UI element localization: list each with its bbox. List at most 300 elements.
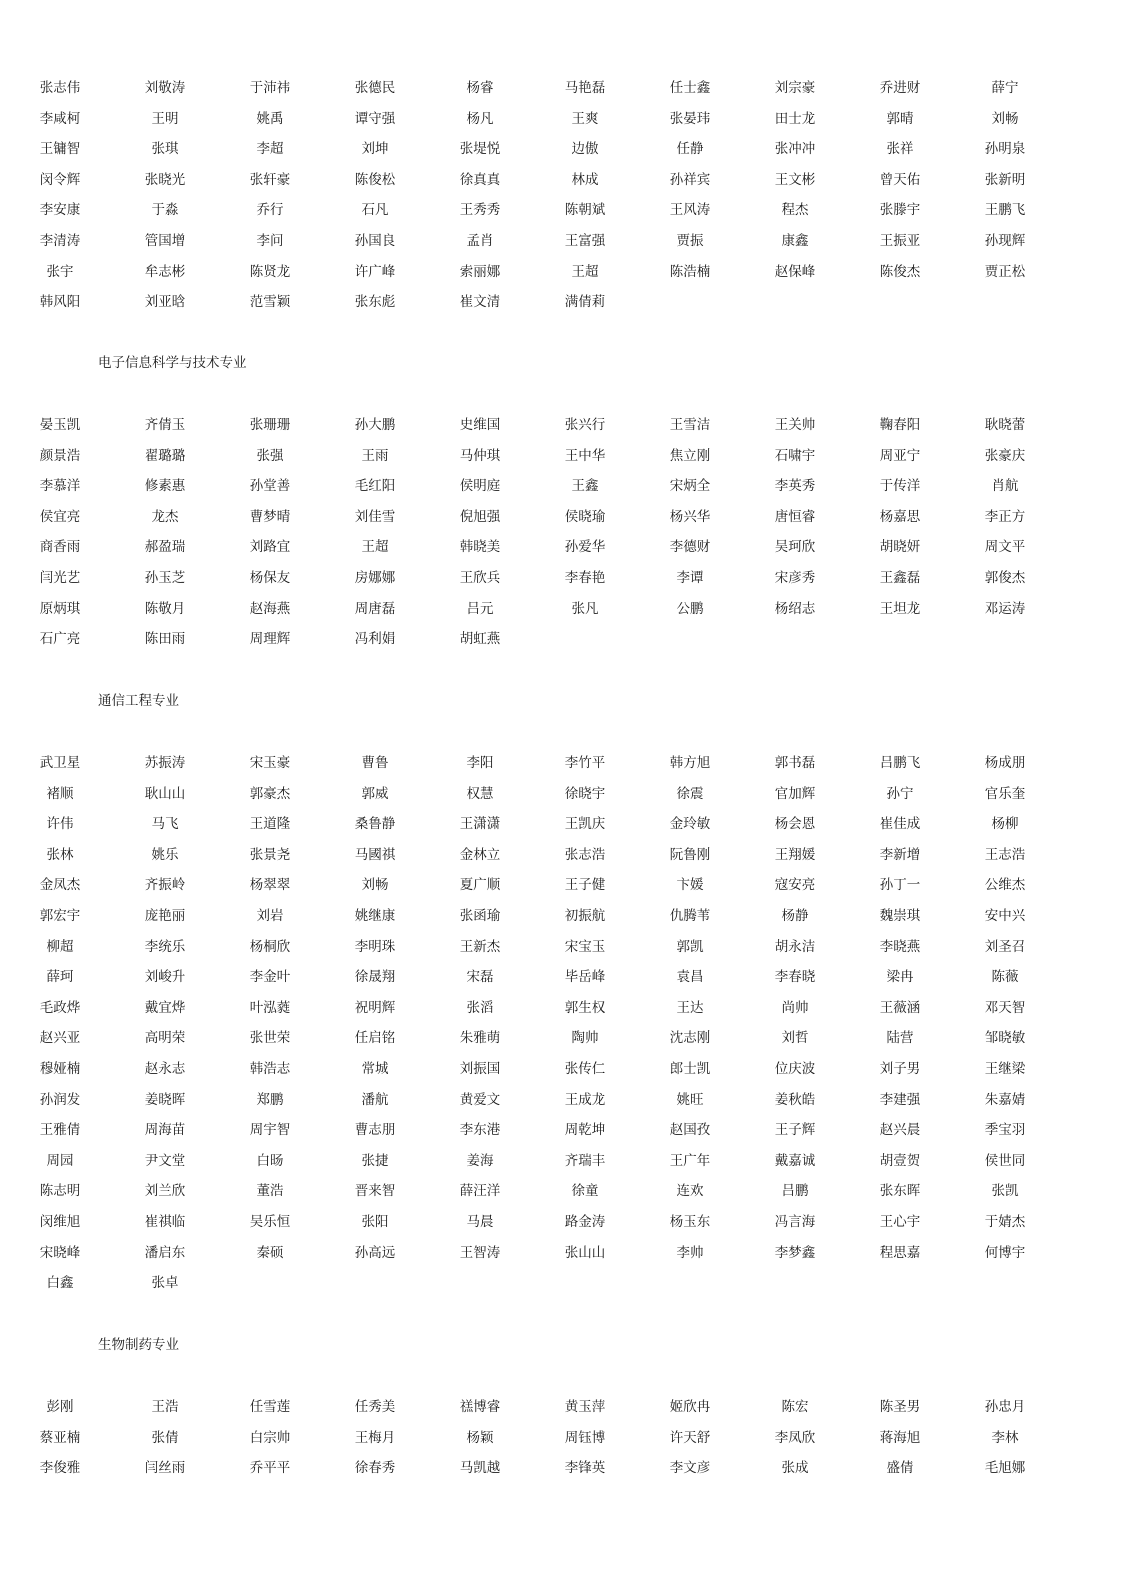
student-name: 王成龙 <box>564 1091 606 1108</box>
student-name: 闵维旭 <box>39 1214 81 1230</box>
student-name: 鞠春阳 <box>879 417 921 433</box>
section-heading: 电子信息科学与技术专业 <box>98 355 247 371</box>
student-name: 仇腾苇 <box>669 908 711 924</box>
student-name: 刘佳雪 <box>354 508 396 525</box>
student-name: 周乾坤 <box>564 1122 606 1139</box>
student-name: 姜秋皓 <box>774 1091 816 1108</box>
student-name: 陶帅 <box>571 1030 599 1047</box>
student-name: 王继梁 <box>984 1061 1026 1077</box>
student-name: 郭豪杰 <box>249 785 291 802</box>
student-name: 张捷 <box>361 1152 389 1169</box>
student-name: 杨凡 <box>466 110 494 127</box>
student-name: 曹梦晴 <box>249 508 291 525</box>
student-name: 郭书磊 <box>774 755 816 771</box>
student-name: 蒋海旭 <box>879 1429 921 1446</box>
student-name: 李清涛 <box>39 233 81 249</box>
student-name: 孙祥宾 <box>669 171 711 188</box>
student-name: 程杰 <box>781 202 809 219</box>
student-name: 曹志朋 <box>354 1122 396 1139</box>
student-name: 王明 <box>151 110 179 127</box>
student-name: 王子健 <box>564 877 606 894</box>
student-name: 孙高远 <box>354 1244 396 1261</box>
student-name: 郭生权 <box>564 999 606 1016</box>
student-name: 陈薇 <box>991 969 1019 986</box>
student-name: 刘兰欣 <box>144 1183 186 1200</box>
student-name: 商香雨 <box>39 539 81 556</box>
student-name: 孙大鹏 <box>354 417 396 433</box>
student-name: 刘畅 <box>991 110 1019 127</box>
student-name: 郭凯 <box>676 938 704 955</box>
student-name: 孙堂善 <box>249 478 291 495</box>
student-name: 李春晓 <box>774 969 816 986</box>
student-name: 边傲 <box>571 141 599 158</box>
student-name: 王心宇 <box>879 1214 921 1230</box>
student-name: 张东彪 <box>354 294 396 311</box>
student-name: 孙爱华 <box>564 539 606 556</box>
student-name: 官加辉 <box>774 785 816 802</box>
student-name: 任雪莲 <box>249 1399 291 1415</box>
student-name: 邓天智 <box>984 999 1026 1016</box>
student-name: 张堤悦 <box>459 141 501 158</box>
student-name: 吴乐恒 <box>249 1214 291 1230</box>
student-name: 叶泓蕤 <box>249 999 291 1016</box>
student-name: 龙杰 <box>151 508 179 525</box>
student-name: 毛旭娜 <box>984 1460 1026 1477</box>
student-name: 戴嘉诚 <box>774 1152 816 1169</box>
student-name: 张晏玮 <box>669 110 711 127</box>
student-name: 宋磊 <box>466 969 494 986</box>
student-name: 王爽 <box>571 110 599 127</box>
student-name: 宋玉豪 <box>249 755 291 771</box>
student-name: 穆娅楠 <box>39 1061 81 1077</box>
student-name: 王潇潇 <box>459 816 501 833</box>
student-name: 周文平 <box>984 539 1026 556</box>
student-name: 魏崇琪 <box>879 908 921 924</box>
student-name: 陈俊杰 <box>879 263 921 280</box>
student-name: 王雪洁 <box>669 417 711 433</box>
student-name: 郑鹏 <box>256 1091 284 1108</box>
student-name: 祝明辉 <box>354 999 396 1016</box>
student-name: 王子辉 <box>774 1122 816 1139</box>
student-name: 张琪 <box>151 141 179 158</box>
student-name: 李问 <box>256 233 284 249</box>
student-name: 侯宜亮 <box>39 508 81 525</box>
student-name: 王达 <box>676 999 704 1016</box>
student-name: 张阳 <box>361 1214 389 1230</box>
student-name: 乔行 <box>256 202 284 219</box>
student-name: 孙宁 <box>886 785 914 802</box>
student-name: 康鑫 <box>781 233 809 249</box>
student-name: 石凡 <box>361 202 389 219</box>
student-name: 杨绍志 <box>774 600 816 617</box>
student-name: 齐振岭 <box>144 877 186 894</box>
student-name: 任秀美 <box>354 1399 396 1415</box>
student-name: 张世荣 <box>249 1030 291 1047</box>
student-name: 马晨 <box>466 1214 494 1230</box>
student-name: 郎士凯 <box>669 1061 711 1077</box>
student-name: 夏广顺 <box>459 877 501 894</box>
student-name: 任静 <box>676 141 704 158</box>
student-name: 李东港 <box>459 1122 501 1139</box>
student-name: 杨翠翠 <box>249 877 291 894</box>
student-name: 王关帅 <box>774 417 816 433</box>
student-name: 耿山山 <box>144 785 186 802</box>
student-name: 张志伟 <box>39 80 81 96</box>
student-name: 赵兴亚 <box>39 1030 81 1047</box>
student-name: 乔平平 <box>249 1460 291 1477</box>
student-name: 胡永洁 <box>774 938 816 955</box>
student-name: 桑鲁静 <box>354 816 396 833</box>
student-name: 刘哲 <box>781 1030 809 1047</box>
student-name: 周钰博 <box>564 1429 606 1446</box>
student-name: 崔祺临 <box>144 1214 186 1230</box>
student-name: 张成 <box>781 1460 809 1477</box>
student-name: 张滔 <box>466 999 494 1016</box>
student-name: 郭宏宇 <box>39 908 81 924</box>
student-name: 王翔媛 <box>774 846 816 863</box>
student-name: 李竹平 <box>564 755 606 771</box>
student-name: 王雅倩 <box>39 1122 81 1139</box>
student-name: 姬欣冉 <box>669 1399 711 1415</box>
student-name: 曹鲁 <box>361 755 389 771</box>
student-name: 王超 <box>361 539 389 556</box>
student-name: 公维杰 <box>984 877 1026 894</box>
student-name: 房娜娜 <box>354 570 396 586</box>
student-name: 韩方旭 <box>669 755 711 771</box>
section-heading: 生物制药专业 <box>98 1337 179 1353</box>
student-name: 李文彦 <box>669 1460 711 1477</box>
student-name: 乔进财 <box>879 80 921 96</box>
student-name: 周海苗 <box>144 1122 186 1139</box>
student-name: 袁昌 <box>676 969 704 986</box>
student-name: 张倩 <box>151 1429 179 1446</box>
student-name: 赵保峰 <box>774 263 816 280</box>
student-name: 官乐奎 <box>984 785 1026 802</box>
student-name: 齐倩玉 <box>144 417 186 433</box>
student-name: 张凡 <box>571 600 599 617</box>
student-name: 王智涛 <box>459 1244 501 1261</box>
student-name: 何博宇 <box>984 1244 1026 1261</box>
student-name: 闫丝雨 <box>144 1460 186 1477</box>
student-name: 徐真真 <box>459 171 501 188</box>
student-name: 王镛智 <box>39 141 81 158</box>
student-name: 贾正松 <box>984 263 1026 280</box>
student-name: 索丽娜 <box>459 263 501 280</box>
student-name: 倪旭强 <box>459 508 501 525</box>
student-name: 阮鲁刚 <box>669 846 711 863</box>
student-name: 王风涛 <box>669 202 711 219</box>
student-name: 姚旺 <box>676 1091 704 1108</box>
student-name: 张滕宇 <box>879 202 921 219</box>
student-name: 闫光艺 <box>39 570 81 586</box>
student-name: 梁冉 <box>886 969 914 986</box>
student-name: 尚帅 <box>781 999 809 1016</box>
student-name: 颜景浩 <box>39 447 81 464</box>
student-name: 杨玉东 <box>669 1214 711 1230</box>
student-name: 齐瑞丰 <box>564 1152 606 1169</box>
student-name: 于传洋 <box>879 478 921 495</box>
student-name: 王中华 <box>564 447 606 464</box>
student-name: 金凤杰 <box>39 877 81 894</box>
student-name: 李建强 <box>879 1091 921 1108</box>
student-name: 姜海 <box>466 1152 494 1169</box>
student-name: 初振航 <box>564 908 606 924</box>
student-name: 潘航 <box>361 1091 389 1108</box>
student-name: 郝盈瑞 <box>144 539 186 556</box>
student-name: 王鑫磊 <box>879 570 921 586</box>
student-name: 陈志明 <box>39 1183 81 1200</box>
student-name: 石啸宇 <box>774 447 816 464</box>
student-name: 刘子男 <box>879 1061 921 1077</box>
student-name: 李金叶 <box>249 969 291 986</box>
student-name: 胡晓妍 <box>879 539 921 556</box>
student-name: 蔡亚楠 <box>39 1429 81 1446</box>
student-name: 张东晖 <box>879 1183 921 1200</box>
student-name: 张轩豪 <box>249 171 291 188</box>
student-name: 王浩 <box>151 1399 179 1415</box>
student-name: 晏玉凯 <box>39 417 81 433</box>
student-name: 李俊雅 <box>39 1460 81 1477</box>
student-name: 安中兴 <box>984 908 1026 924</box>
student-name: 胡壹贺 <box>879 1152 921 1169</box>
student-name: 杨柳 <box>991 816 1019 833</box>
student-name: 姜晓晖 <box>144 1091 186 1108</box>
student-name: 李锋英 <box>564 1460 606 1477</box>
student-name: 李咸柯 <box>39 110 81 127</box>
student-name: 王超 <box>571 263 599 280</box>
student-name: 陈圣男 <box>879 1399 921 1415</box>
student-name: 李安康 <box>39 202 81 219</box>
student-name: 毛政烨 <box>39 999 81 1016</box>
student-name: 刘振国 <box>459 1061 501 1077</box>
student-name: 周亚宁 <box>879 447 921 464</box>
student-name: 陈浩楠 <box>669 263 711 280</box>
student-name: 王秀秀 <box>459 202 501 219</box>
student-name: 张兴行 <box>564 417 606 433</box>
student-name: 王文彬 <box>774 171 816 188</box>
student-name: 薛珂 <box>46 969 74 986</box>
student-name: 黄玉萍 <box>564 1399 606 1415</box>
student-name: 薛汪洋 <box>459 1183 501 1200</box>
student-name: 侯世同 <box>984 1152 1026 1169</box>
student-name: 许天舒 <box>669 1429 711 1446</box>
student-name: 冯利娟 <box>354 631 396 648</box>
student-name: 季宝羽 <box>984 1122 1026 1139</box>
student-name: 侯明庭 <box>459 478 501 495</box>
student-name: 权慧 <box>466 785 494 802</box>
student-name: 贾振 <box>676 233 704 249</box>
student-name: 史维国 <box>459 417 501 433</box>
student-name: 宋晓峰 <box>39 1244 81 1261</box>
student-name: 李英秀 <box>774 478 816 495</box>
student-name: 黄爱文 <box>459 1091 501 1108</box>
student-name: 柳超 <box>46 938 74 955</box>
student-name: 孙现辉 <box>984 233 1026 249</box>
student-name: 修素惠 <box>144 478 186 495</box>
student-name: 吴珂欣 <box>774 539 816 556</box>
student-name: 吕鹏 <box>781 1183 809 1200</box>
student-name: 肖航 <box>991 478 1019 495</box>
student-name: 姚乐 <box>151 846 179 863</box>
student-name: 许伟 <box>46 816 74 833</box>
student-name: 侯晓瑜 <box>564 508 606 525</box>
student-name: 陈贤龙 <box>249 263 291 280</box>
student-name: 周理辉 <box>249 631 291 648</box>
student-name: 武卫星 <box>39 755 81 771</box>
student-name: 张凯 <box>991 1183 1019 1200</box>
student-name: 张晓光 <box>144 171 186 188</box>
student-name: 张卓 <box>151 1275 179 1292</box>
student-name: 李晓燕 <box>879 938 921 955</box>
student-name: 郭威 <box>361 785 389 802</box>
student-name: 张林 <box>46 846 74 863</box>
student-name: 孙明泉 <box>984 141 1026 158</box>
student-name: 李林 <box>991 1429 1019 1446</box>
student-name: 卞媛 <box>676 877 704 894</box>
student-name: 王薇涵 <box>879 999 921 1016</box>
student-name: 张珊珊 <box>249 417 291 433</box>
student-name: 杨成朋 <box>984 755 1026 771</box>
student-name: 潘启东 <box>144 1244 186 1261</box>
student-name: 金玲敏 <box>669 816 711 833</box>
student-name: 王坦龙 <box>879 600 921 617</box>
student-name: 孙忠月 <box>984 1399 1026 1415</box>
student-name: 周唐磊 <box>354 600 396 617</box>
student-name: 原炳琪 <box>39 600 81 617</box>
student-name: 杨桐欣 <box>249 938 291 955</box>
student-name: 位庆波 <box>774 1061 816 1077</box>
student-name: 尹文堂 <box>144 1152 186 1169</box>
student-name: 寇安亮 <box>774 877 816 894</box>
student-name: 翟璐璐 <box>144 447 186 464</box>
student-name: 张宇 <box>46 263 74 280</box>
student-name: 张志浩 <box>564 846 606 863</box>
student-name: 范雪颖 <box>249 294 291 311</box>
student-name: 冯言海 <box>774 1214 816 1230</box>
student-name: 刘岩 <box>256 908 284 924</box>
student-name: 崔文清 <box>459 294 501 311</box>
student-name: 宋宝玉 <box>564 938 606 955</box>
student-name: 张传仁 <box>564 1061 606 1077</box>
student-name: 王振亚 <box>879 233 921 249</box>
student-name: 白鑫 <box>46 1275 74 1292</box>
student-name: 张强 <box>256 447 284 464</box>
student-name: 郭俊杰 <box>984 570 1026 586</box>
student-name: 朱嘉婧 <box>984 1091 1026 1108</box>
student-name: 任士鑫 <box>669 80 711 96</box>
student-name: 李明珠 <box>354 938 396 955</box>
student-name: 秦硕 <box>256 1244 284 1261</box>
student-name: 李梦鑫 <box>774 1244 816 1261</box>
student-name: 陈田雨 <box>144 631 186 648</box>
student-name: 马凯越 <box>459 1460 501 1477</box>
student-name: 李德财 <box>669 539 711 556</box>
student-name: 赵永志 <box>144 1061 186 1077</box>
student-name: 孙润发 <box>39 1091 81 1108</box>
student-name: 周宇智 <box>249 1122 291 1139</box>
student-name: 姚继康 <box>354 908 396 924</box>
student-name: 于婧杰 <box>984 1214 1026 1230</box>
student-name: 闵令辉 <box>39 171 81 188</box>
student-name: 王富强 <box>564 233 606 249</box>
student-name: 张新明 <box>984 171 1026 188</box>
student-name: 张景尧 <box>249 846 291 863</box>
student-name: 赵国孜 <box>669 1122 711 1139</box>
student-name: 王欣兵 <box>459 570 501 586</box>
student-name: 刘峻升 <box>144 969 186 986</box>
student-name: 盛倩 <box>886 1460 914 1477</box>
student-name: 杨会恩 <box>774 816 816 833</box>
student-name: 韩风阳 <box>39 294 81 311</box>
student-name: 褚顺 <box>46 785 74 802</box>
student-name: 田士龙 <box>774 110 816 127</box>
student-name: 马飞 <box>151 816 179 833</box>
student-name: 任启铭 <box>354 1030 396 1047</box>
student-name: 崔佳成 <box>879 816 921 833</box>
student-name: 高明荣 <box>144 1030 186 1047</box>
student-name: 王雨 <box>361 447 389 464</box>
student-name: 许广峰 <box>354 263 396 280</box>
student-name: 刘坤 <box>361 141 389 158</box>
student-name: 韩晓美 <box>459 539 501 556</box>
student-name: 于沛祎 <box>249 80 291 96</box>
student-name: 张祥 <box>886 141 914 158</box>
student-name: 沈志刚 <box>669 1030 711 1047</box>
student-name: 刘畅 <box>361 877 389 894</box>
student-name: 常城 <box>361 1061 389 1077</box>
student-name: 李春艳 <box>564 570 606 586</box>
student-name: 李新增 <box>879 846 921 863</box>
student-name: 李统乐 <box>144 938 186 955</box>
student-name: 管国增 <box>144 233 186 249</box>
student-name: 邹晓敏 <box>984 1030 1026 1047</box>
student-name: 王道隆 <box>249 816 291 833</box>
section-heading: 通信工程专业 <box>98 693 179 709</box>
student-name: 王广年 <box>669 1152 711 1169</box>
student-name: 杨颖 <box>466 1429 494 1446</box>
student-name: 王梅月 <box>354 1429 396 1446</box>
student-name: 曾天佑 <box>879 171 921 188</box>
student-name: 石广亮 <box>39 631 81 648</box>
student-name: 李慕洋 <box>39 478 81 495</box>
student-name: 陆营 <box>886 1030 914 1047</box>
student-name: 李凤欣 <box>774 1429 816 1446</box>
student-name: 程思嘉 <box>879 1244 921 1261</box>
student-name: 庞艳丽 <box>144 908 186 924</box>
student-name: 陈朝斌 <box>564 202 606 219</box>
student-name: 林成 <box>571 171 599 188</box>
student-name: 杨保友 <box>249 570 291 586</box>
student-name: 金林立 <box>459 846 501 863</box>
student-name: 徐童 <box>571 1183 599 1200</box>
student-name: 姚禹 <box>256 110 284 127</box>
student-name: 杨兴华 <box>669 508 711 525</box>
student-name: 连欢 <box>676 1183 704 1200</box>
student-name: 张函瑜 <box>459 908 501 924</box>
student-name: 杨静 <box>781 908 809 924</box>
student-name: 赵兴晨 <box>879 1122 921 1139</box>
student-name: 刘敬涛 <box>144 80 186 96</box>
student-name: 王新杰 <box>459 938 501 955</box>
student-name: 杨嘉思 <box>879 508 921 525</box>
student-name: 王鑫 <box>571 478 599 495</box>
student-name: 毛红阳 <box>354 478 396 495</box>
student-name: 吕鹏飞 <box>879 755 921 771</box>
student-name: 耿晓蕾 <box>984 417 1026 433</box>
student-name: 路金涛 <box>564 1214 606 1230</box>
student-name: 徐晟翔 <box>354 969 396 986</box>
student-name: 胡虹燕 <box>459 631 501 648</box>
